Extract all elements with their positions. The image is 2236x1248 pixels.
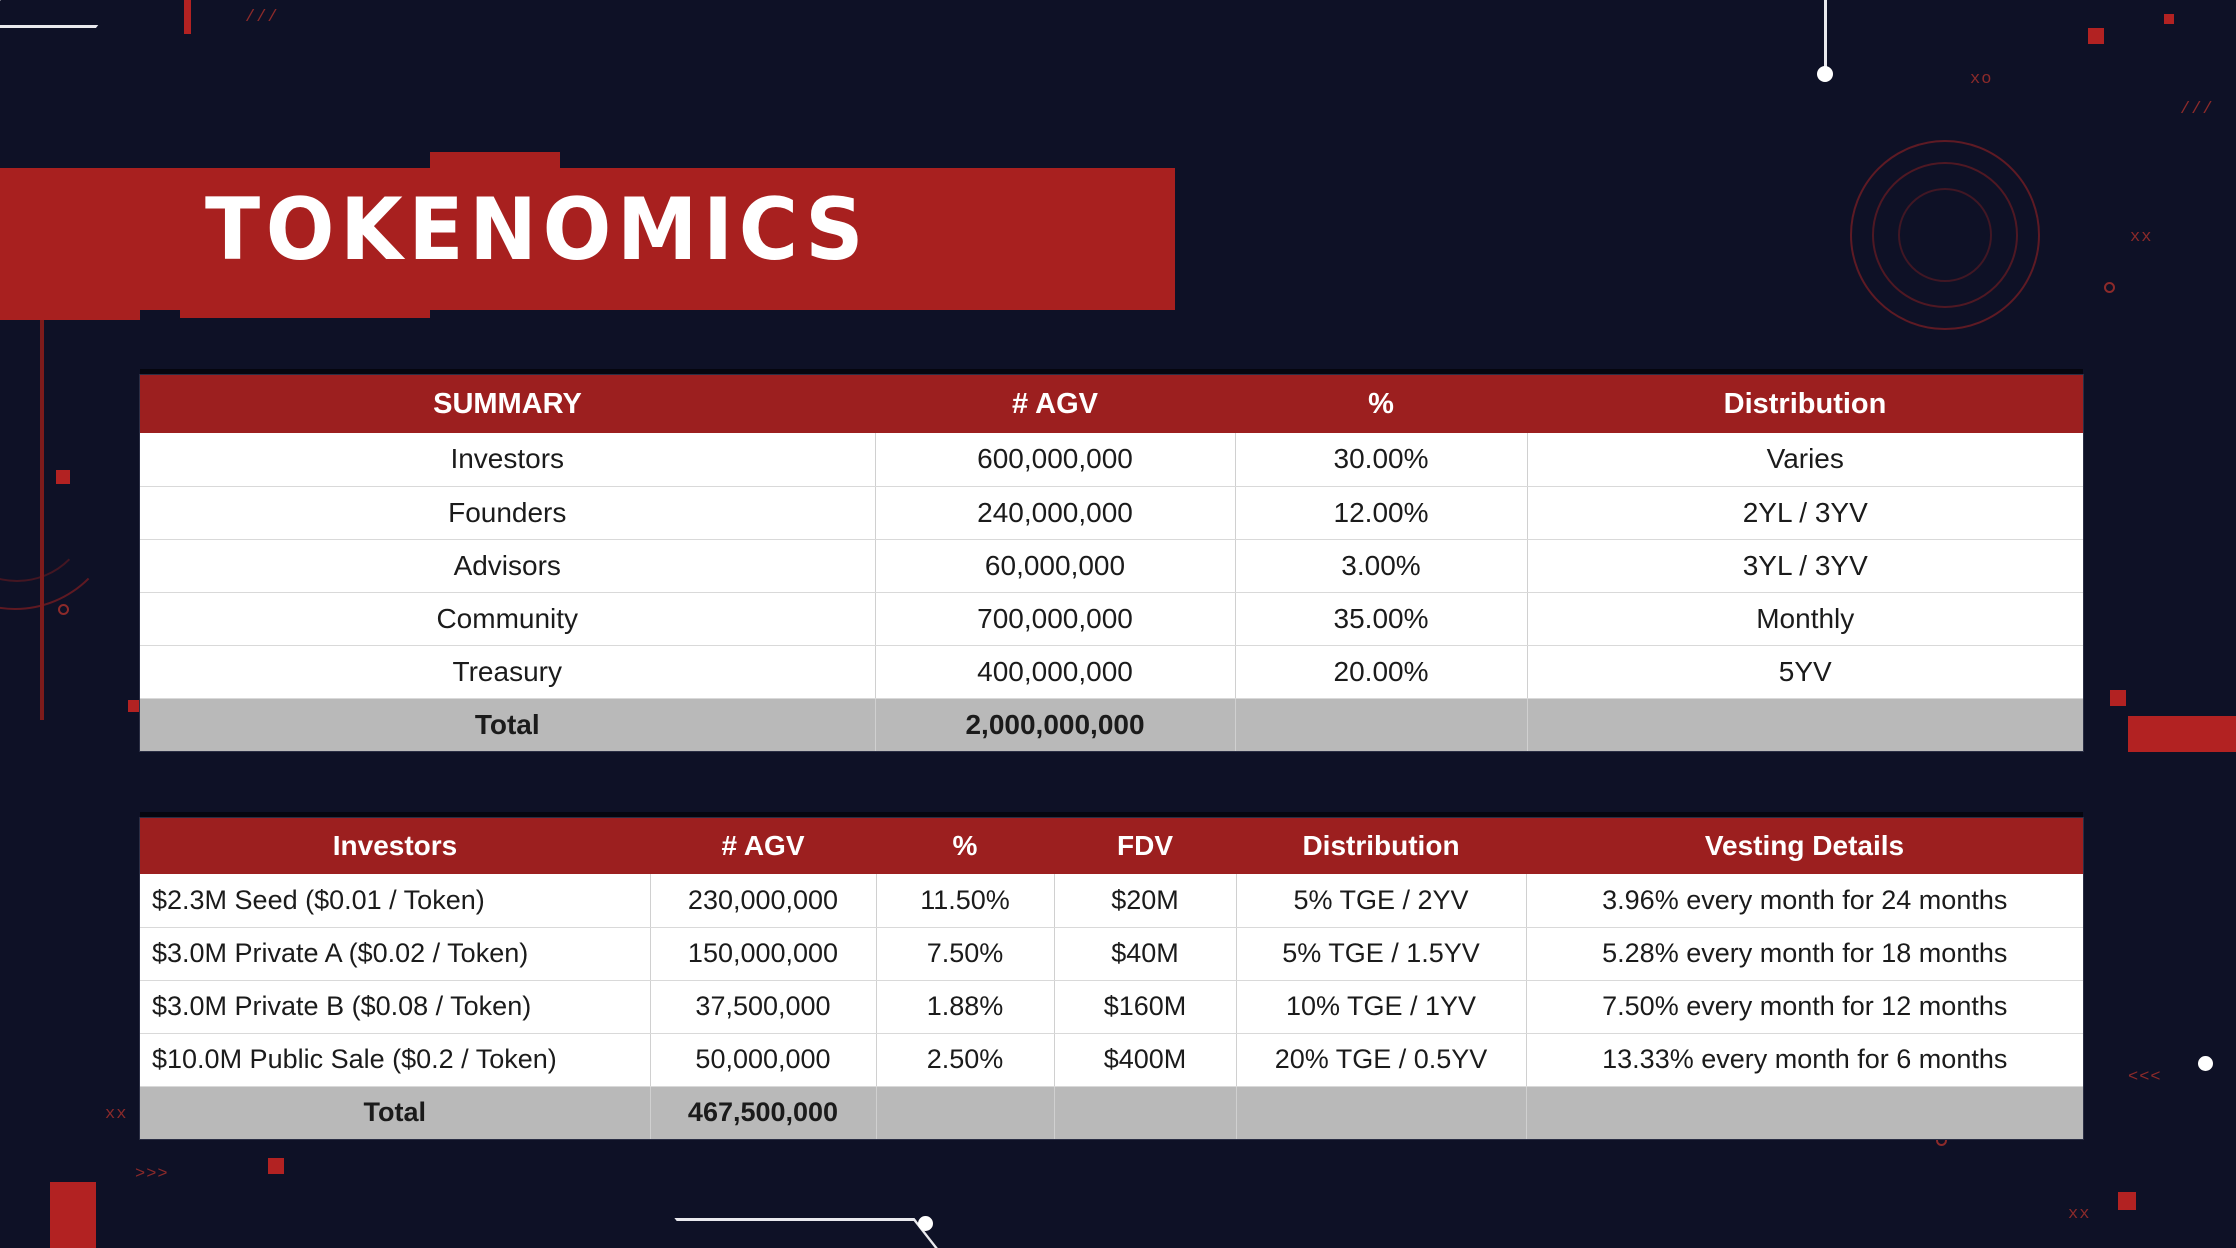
investors-cell-fdv: $40M — [1054, 927, 1236, 980]
investors-total-distribution — [1236, 1086, 1526, 1139]
decorative-circle-small-2 — [58, 604, 69, 615]
title-banner-notch-left — [0, 302, 140, 320]
investors-cell-round: $3.0M Private A ($0.02 / Token) — [140, 927, 650, 980]
summary-cell-percent: 3.00% — [1235, 539, 1527, 592]
summary-table — [140, 375, 2083, 751]
investors-cell-vesting: 13.33% every month for 6 months — [1526, 1033, 2083, 1086]
investors-cell-percent: 2.50% — [876, 1033, 1054, 1086]
investors-total-fdv — [1054, 1086, 1236, 1139]
decorative-bar-6 — [128, 700, 140, 712]
summary-cell-distribution: 2YL / 3YV — [1527, 486, 2083, 539]
investors-cell-fdv: $20M — [1054, 874, 1236, 927]
investors-cell-agv: 230,000,000 — [650, 874, 876, 927]
decorative-micro-text: <<< — [2128, 1068, 2162, 1087]
investors-cell-vesting: 5.28% every month for 18 months — [1526, 927, 2083, 980]
summary-total-row — [140, 698, 2083, 751]
decorative-line-top-right — [1824, 0, 1827, 70]
summary-cell-agv: 700,000,000 — [875, 592, 1235, 645]
summary-cell-agv: 600,000,000 — [875, 433, 1235, 486]
decorative-bar-4 — [2110, 690, 2126, 706]
decorative-bar-3 — [2164, 14, 2174, 24]
summary-cell-distribution: Varies — [1527, 433, 2083, 486]
decorative-circle-small-1 — [2104, 282, 2115, 293]
summary-cell-name: Advisors — [140, 539, 875, 592]
decorative-bar-9 — [50, 1182, 96, 1248]
summary-cell-distribution: Monthly — [1527, 592, 2083, 645]
table-row — [140, 486, 2083, 539]
summary-table-header-row — [140, 375, 2083, 433]
decorative-micro-text: xx — [105, 1105, 128, 1124]
decorative-arc-left — [0, 400, 120, 610]
decorative-micro-text: xx — [2130, 228, 2153, 247]
summary-col-header-agv: # AGV — [875, 375, 1235, 433]
investors-cell-vesting: 7.50% every month for 12 months — [1526, 980, 2083, 1033]
decorative-bar-1 — [184, 0, 191, 34]
summary-col-header-percent: % — [1235, 375, 1527, 433]
investors-cell-distribution: 5% TGE / 1.5YV — [1236, 927, 1526, 980]
decorative-ring-outer — [1850, 140, 2040, 330]
investors-cell-agv: 37,500,000 — [650, 980, 876, 1033]
summary-cell-name: Investors — [140, 433, 875, 486]
decorative-micro-text: xx — [2068, 1205, 2091, 1224]
summary-cell-name: Treasury — [140, 645, 875, 698]
summary-cell-distribution: 5YV — [1527, 645, 2083, 698]
investors-cell-percent: 7.50% — [876, 927, 1054, 980]
table-row — [140, 592, 2083, 645]
page-title: TOKENOMICS — [205, 180, 870, 280]
decorative-ring-inner — [1898, 188, 1992, 282]
summary-cell-percent: 30.00% — [1235, 433, 1527, 486]
summary-cell-percent: 20.00% — [1235, 645, 1527, 698]
title-underline — [40, 320, 44, 720]
summary-cell-name: Community — [140, 592, 875, 645]
summary-total-distribution — [1527, 698, 2083, 751]
summary-cell-percent: 12.00% — [1235, 486, 1527, 539]
investors-total-percent — [876, 1086, 1054, 1139]
investors-table-header-row — [140, 818, 2083, 874]
investors-cell-percent: 11.50% — [876, 874, 1054, 927]
decorative-dot-top-right — [1817, 66, 1833, 82]
decorative-arc-left-inner — [0, 432, 92, 582]
investors-cell-fdv: $160M — [1054, 980, 1236, 1033]
table-row — [140, 645, 2083, 698]
title-banner-step — [180, 302, 430, 318]
summary-total-percent — [1235, 698, 1527, 751]
decorative-bar-10 — [2118, 1192, 2136, 1210]
summary-cell-name: Founders — [140, 486, 875, 539]
decorative-dot-right — [2198, 1056, 2213, 1071]
table-row — [140, 874, 2083, 927]
investors-total-label: Total — [140, 1086, 650, 1139]
investors-cell-distribution: 5% TGE / 2YV — [1236, 874, 1526, 927]
investors-cell-percent: 1.88% — [876, 980, 1054, 1033]
investors-total-row — [140, 1086, 2083, 1139]
decorative-line-bottom — [674, 1218, 945, 1248]
investors-col-header-investors: Investors — [140, 818, 650, 874]
summary-total-label: Total — [140, 698, 875, 751]
decorative-line-top-left — [0, 0, 124, 28]
investors-cell-round: $3.0M Private B ($0.08 / Token) — [140, 980, 650, 1033]
summary-col-header-distribution: Distribution — [1527, 375, 2083, 433]
investors-total-agv: 467,500,000 — [650, 1086, 876, 1139]
summary-col-header-summary: SUMMARY — [140, 375, 875, 433]
investors-cell-agv: 150,000,000 — [650, 927, 876, 980]
table-row — [140, 980, 2083, 1033]
investors-table — [140, 818, 2083, 1139]
table-row — [140, 539, 2083, 592]
investors-col-header-vesting: Vesting Details — [1526, 818, 2083, 874]
investors-col-header-percent: % — [876, 818, 1054, 874]
investors-cell-vesting: 3.96% every month for 24 months — [1526, 874, 2083, 927]
investors-cell-round: $10.0M Public Sale ($0.2 / Token) — [140, 1033, 650, 1086]
title-banner-top-tab — [430, 152, 560, 170]
summary-cell-agv: 60,000,000 — [875, 539, 1235, 592]
summary-cell-agv: 400,000,000 — [875, 645, 1235, 698]
decorative-micro-text: >>> — [135, 1165, 169, 1184]
investors-cell-distribution: 10% TGE / 1YV — [1236, 980, 1526, 1033]
decorative-bar-8 — [268, 1158, 284, 1174]
summary-cell-percent: 35.00% — [1235, 592, 1527, 645]
investors-cell-agv: 50,000,000 — [650, 1033, 876, 1086]
decorative-bar-7 — [56, 470, 70, 484]
table-row — [140, 433, 2083, 486]
decorative-bar-2 — [2088, 28, 2104, 44]
table-row — [140, 927, 2083, 980]
table-row — [140, 1033, 2083, 1086]
summary-cell-agv: 240,000,000 — [875, 486, 1235, 539]
summary-total-agv: 2,000,000,000 — [875, 698, 1235, 751]
investors-cell-fdv: $400M — [1054, 1033, 1236, 1086]
summary-cell-distribution: 3YL / 3YV — [1527, 539, 2083, 592]
decorative-micro-text: /// — [2180, 100, 2214, 119]
decorative-ring-mid — [1872, 162, 2018, 308]
investors-cell-distribution: 20% TGE / 0.5YV — [1236, 1033, 1526, 1086]
decorative-bar-5 — [2128, 716, 2236, 752]
investors-col-header-agv: # AGV — [650, 818, 876, 874]
investors-total-vesting — [1526, 1086, 2083, 1139]
investors-col-header-distribution: Distribution — [1236, 818, 1526, 874]
investors-col-header-fdv: FDV — [1054, 818, 1236, 874]
investors-cell-round: $2.3M Seed ($0.01 / Token) — [140, 874, 650, 927]
decorative-micro-text: /// — [245, 8, 279, 27]
decorative-dot-bottom — [918, 1216, 933, 1231]
decorative-micro-text: xo — [1970, 70, 1993, 89]
